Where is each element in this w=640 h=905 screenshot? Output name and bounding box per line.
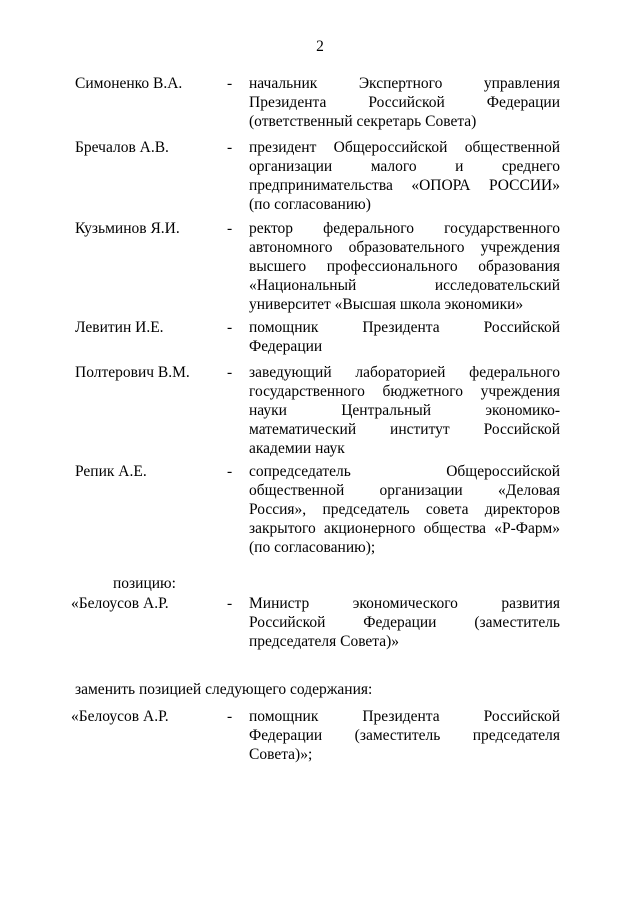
description-line: (ответственный секретарь Совета) [249,113,477,130]
description-line: президент Общероссийской общественной [249,139,560,156]
member-description [249,462,560,557]
description-line: закрытого акционерного общества «Р-Фарм» [249,520,560,537]
description-line: Совета)»; [249,746,313,763]
member-description [249,138,560,214]
member-dash: - [227,319,233,336]
member-name: «Белоусов А.Р. [71,595,169,612]
description-line: Министр экономического развития [249,595,560,612]
description-line: государственного бюджетного учреждения [249,383,560,400]
member-name: Полтерович В.М. [75,364,190,381]
member-name: Симоненко В.А. [75,75,183,92]
member-description [249,363,560,458]
description-line: начальник Экспертного управления [249,75,560,92]
member-dash: - [227,595,233,612]
description-line: (по согласованию) [249,196,371,213]
member-dash: - [227,139,233,156]
description-line: помощник Президента Российской [249,319,560,336]
description-line: председателя Совета)» [249,633,400,650]
member-description [249,707,560,764]
member-name: Кузьминов Я.И. [75,220,180,237]
member-description [249,74,560,131]
description-line: академии наук [249,440,345,457]
description-line: Федерации [249,338,323,355]
member-dash: - [227,708,233,725]
description-line: математический институт Российской [249,421,560,438]
member-dash: - [227,220,233,237]
description-line: заведующий лабораторией федерального [249,364,560,381]
description-line: автономного образовательного учреждения [249,239,560,256]
description-line: Российской Федерации (заместитель [249,614,560,631]
member-name: Бречалов А.В. [75,139,169,156]
description-line: сопредседатель Общероссийской [249,463,560,480]
page-number: 2 [316,38,324,55]
member-dash: - [227,75,233,92]
description-line: Президента Российской Федерации [249,94,560,111]
description-line: ректор федерального государственного [249,220,560,237]
description-line: общественной организации «Деловая [249,482,560,499]
member-description [249,318,560,356]
position-label: позицию: [113,575,176,592]
description-line: университет «Высшая школа экономики» [249,296,524,313]
description-line: помощник Президента Российской [249,708,560,725]
member-name: «Белоусов А.Р. [71,708,169,725]
replace-label: заменить позицией следующего содержания: [75,681,373,698]
member-description [249,594,560,651]
description-line: «Национальный исследовательский [249,277,560,294]
description-line: предпринимательства «ОПОРА РОССИИ» [249,177,560,194]
description-line: организации малого и среднего [249,158,560,175]
description-line: науки Центральный экономико- [249,402,560,419]
member-name: Левитин И.Е. [75,319,164,336]
member-description [249,219,560,314]
member-dash: - [227,364,233,381]
description-line: высшего профессионального образования [249,258,560,275]
member-dash: - [227,463,233,480]
member-name: Репик А.Е. [75,463,147,480]
description-line: Россия», председатель совета директоров [249,501,560,518]
description-line: (по согласованию); [249,539,376,556]
description-line: Федерации (заместитель председателя [249,727,560,744]
